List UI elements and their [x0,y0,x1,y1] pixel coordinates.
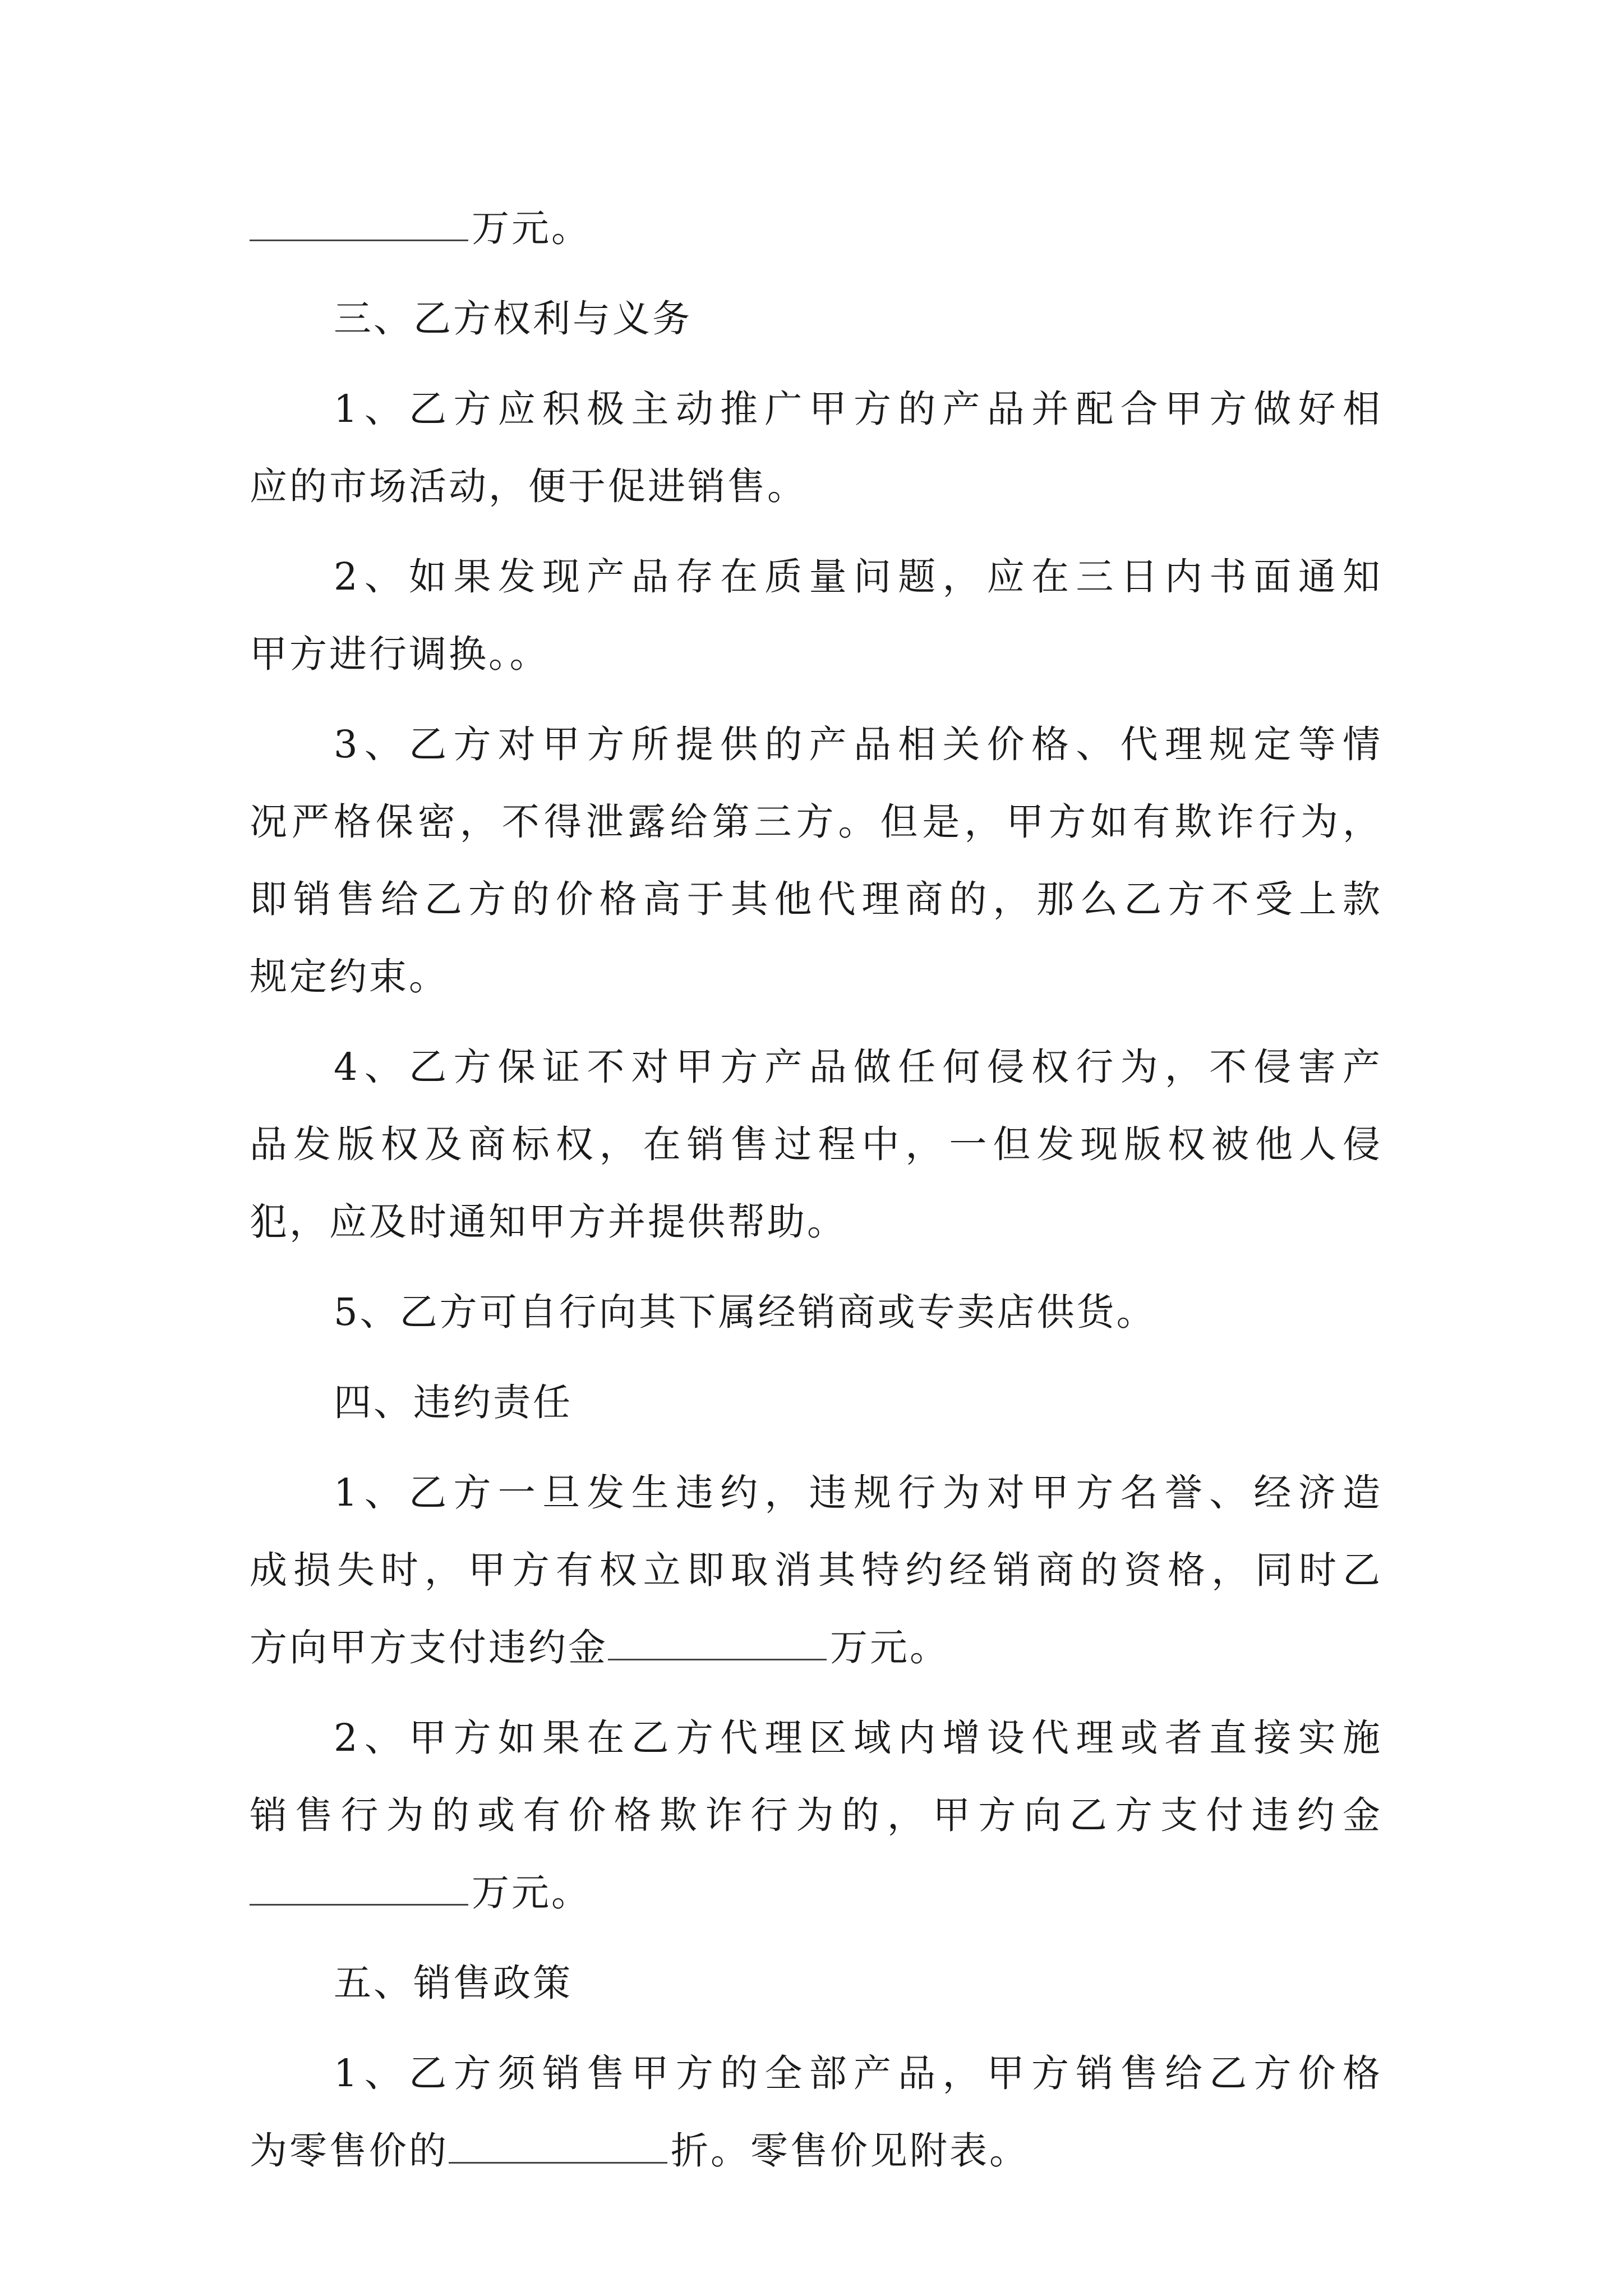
fill-in-blank [250,240,468,241]
paragraph-line: 甲方进行调换。。 [250,632,550,676]
paragraph-line [250,1609,1382,1686]
paragraph-line: 品发版权及商标权，在销售过程中，一但发现版权被他人侵 [250,1122,1382,1166]
paragraph-line [250,190,1382,267]
paragraph-line: 即销售给乙方的价格高于其他代理商的，那么乙方不受上款 [250,877,1382,921]
paragraph-line: 1、乙方一旦发生违约，违规行为对甲方名誉、经济造 [334,1471,1382,1515]
amount-unit: 万元。 [472,206,591,250]
section-heading: 五、销售政策 [334,1961,573,2005]
paragraph-line: 应的市场活动，便于促进销售。 [250,464,807,508]
document-body [250,190,1382,2177]
fill-in-blank [250,1904,468,1906]
paragraph-line: 2、如果发现产品存在质量问题，应在三日内书面通知 [334,555,1382,599]
paragraph-line: 成损失时，甲方有权立即取消其特约经销商的资格，同时乙 [250,1548,1382,1592]
paragraph-line: 4、乙方保证不对甲方产品做任何侵权行为，不侵害产 [334,1045,1382,1089]
text-segment: 折。零售价见附表。 [671,2129,1029,2173]
fill-in-blank [608,1659,827,1660]
text-segment: 方向甲方支付违约金 [250,1626,608,1669]
paragraph-line [250,2112,1382,2177]
paragraph-line: 3、乙方对甲方所提供的产品相关价格、代理规定等情 [334,723,1382,766]
paragraph-line: 况严格保密，不得泄露给第三方。但是，甲方如有欺诈行为， [250,800,1382,844]
paragraph-line: 销售行为的或有价格欺诈行为的，甲方向乙方支付违约金 [250,1793,1382,1837]
fill-in-blank [449,2162,667,2164]
paragraph-line: 1、乙方应积极主动推广甲方的产品并配合甲方做好相 [334,387,1382,431]
paragraph-line: 2、甲方如果在乙方代理区域内增设代理或者直接实施 [334,1716,1382,1760]
paragraph-line: 犯，应及时通知甲方并提供帮助。 [250,1200,847,1244]
paragraph-line: 5、乙方可自行向其下属经销商或专卖店供货。 [334,1290,1156,1334]
paragraph-line: 规定约束。 [250,955,449,999]
paragraph-line [250,1854,1382,1931]
text-segment: 为零售价的 [250,2129,449,2173]
paragraph-line: 1、乙方须销售甲方的全部产品，甲方销售给乙方价格 [334,2051,1382,2095]
section-heading: 三、乙方权利与义务 [334,297,692,341]
section-heading: 四、违约责任 [334,1381,573,1424]
amount-unit: 万元。 [830,1626,949,1669]
amount-unit: 万元。 [472,1871,591,1915]
